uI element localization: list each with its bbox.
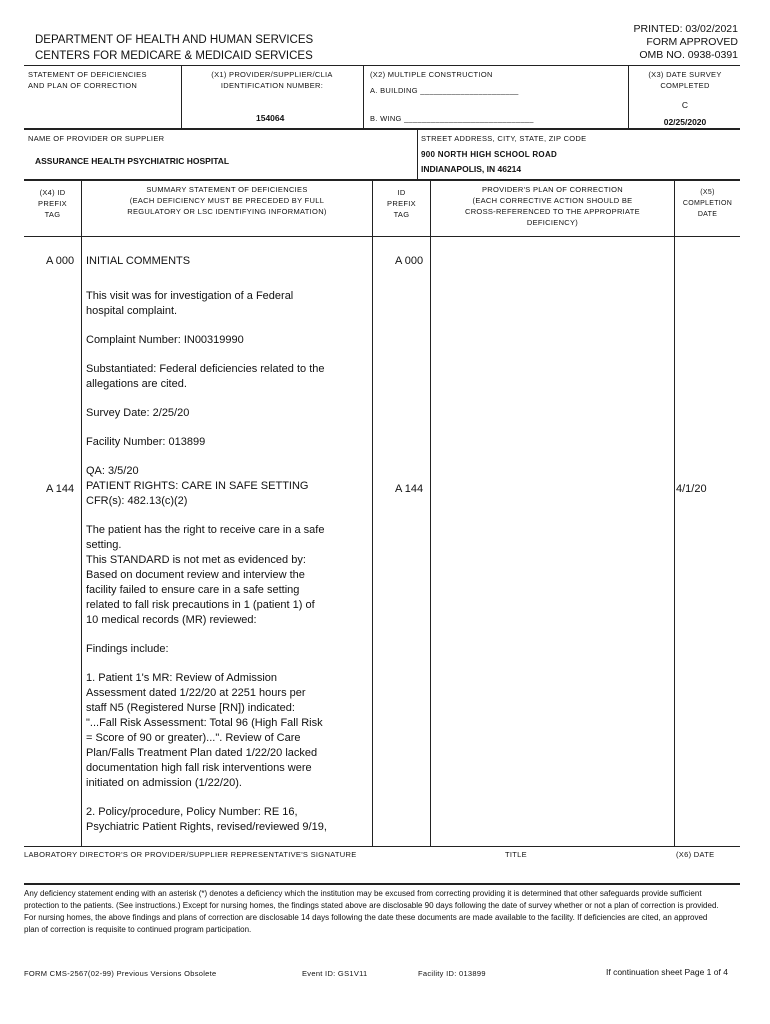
findings-label: Findings include: — [86, 643, 169, 655]
standard-paragraph: The patient has the right to receive care in a safe setting. This STANDARD is not met as evidenced by: Based on document review and interview the facility failed to ensure care in a safe setting related to fall risk precautions in 1 (patient 1) of 10 medical records (MR) reviewed: — [86, 524, 325, 626]
summary-header: SUMMARY STATEMENT OF DEFICIENCIES (EACH DEFICIENCY MUST BE PRECEDED BY FULL REGULATORY OR LSC IDENTIFYING INFORMATION) — [127, 185, 327, 216]
visit-paragraph: This visit was for investigation of a Federal hospital complaint. — [86, 290, 294, 317]
provider-name: ASSURANCE HEALTH PSYCHIATRIC HOSPITAL — [35, 156, 230, 166]
x3-label: (X3) DATE SURVEY COMPLETED — [648, 70, 722, 90]
summary-content — [86, 254, 370, 835]
completion-date: 4/1/20 — [676, 483, 707, 495]
plan-header: PROVIDER'S PLAN OF CORRECTION (EACH CORRECTIVE ACTION SHOULD BE CROSS-REFERENCED TO THE APPROPRIATE DEFICIENCY) — [465, 185, 640, 227]
page-indicator: If continuation sheet Page 1 of 4 — [606, 967, 728, 977]
facility-number: Facility Number: 013899 — [86, 436, 206, 448]
address-label: STREET ADDRESS, CITY, STATE, ZIP CODE — [421, 134, 587, 143]
provider-label: NAME OF PROVIDER OR SUPPLIER — [28, 134, 165, 143]
disclaimer-text: Any deficiency statement ending with an asterisk (*) denotes a deficiency which the institution may be excused from correcting providing it is determined that other safeguards provide sufficient protection to the patients. (See instructions.) Except for nursing homes, the findings stated above are disclosable 90 days following the date of survey whether or not a plan of correction is provided. For nursing homes, the above findings and plans of correction are disclosable 14 days following the date these documents are made available to the facility. If deficiencies are cited, an approved plan of correction is requisite to continued program participation. — [24, 889, 719, 934]
x1-label: (X1) PROVIDER/SUPPLIER/CLIA IDENTIFICATION NUMBER: — [211, 70, 333, 90]
x2-wing: B. WING _____________________________ — [370, 114, 534, 123]
standard-heading: PATIENT RIGHTS: CARE IN SAFE SETTING CFR(s): 482.13(c)(2) — [86, 480, 309, 507]
address-line-2: INDIANAPOLIS, IN 46214 — [421, 164, 522, 174]
address-line-1: 900 NORTH HIGH SCHOOL ROAD — [421, 150, 558, 159]
substantiated-paragraph: Substantiated: Federal deficiencies related to the allegations are cited. — [86, 363, 325, 390]
form-meta — [634, 23, 738, 62]
tag-a144-right: A 144 — [395, 483, 424, 495]
title-label: TITLE — [505, 850, 527, 859]
x1-value: 154064 — [256, 113, 285, 123]
dept-line-1: DEPARTMENT OF HEALTH AND HUMAN SERVICES — [35, 34, 314, 46]
form-approved: FORM APPROVED — [646, 36, 738, 48]
finding-1: 1. Patient 1's MR: Review of Admission Assessment dated 1/22/20 at 2251 hours per staff N5 (Registered Nurse [RN]) indicated: "...Fall Risk Assessment: Total 96 (High Fall Risk = Score of 90 or greater)...". Review of Care Plan/Falls Treatment Plan dated 1/22/20 lacked documentation high fall risk interventions were initiated on admission (1/22/20). — [86, 672, 323, 789]
tag-a000-right: A 000 — [395, 255, 424, 267]
printed-date: PRINTED: 03/02/2021 — [633, 23, 738, 35]
event-id: Event ID: GS1V11 — [302, 969, 368, 978]
x5-header: (X5) COMPLETION DATE — [682, 189, 733, 218]
qa-date: QA: 3/5/20 — [86, 465, 139, 477]
complaint-number: Complaint Number: IN00319990 — [86, 334, 244, 346]
id-header: ID PREFIX TAG — [387, 188, 416, 219]
x3-code: C — [681, 100, 689, 110]
statement-label: STATEMENT OF DEFICIENCIES AND PLAN OF CORRECTION — [28, 70, 147, 90]
x2-label: (X2) MULTIPLE CONSTRUCTION — [370, 70, 493, 79]
dept-line-2: CENTERS FOR MEDICARE & MEDICAID SERVICES — [35, 50, 313, 62]
date-label: (X6) DATE — [676, 850, 715, 859]
tag-a144-left: A 144 — [46, 483, 75, 495]
department-heading — [35, 32, 313, 64]
initial-comments-heading: INITIAL COMMENTS — [86, 255, 191, 267]
x3-value: 02/25/2020 — [663, 117, 707, 127]
x2-building: A. BUILDING ______________________ — [370, 86, 519, 95]
facility-id: Facility ID: 013899 — [418, 969, 486, 978]
finding-2: 2. Policy/procedure, Policy Number: RE 16, Psychiatric Patient Rights, revised/reviewed 9/19, — [86, 806, 327, 833]
survey-date: Survey Date: 2/25/20 — [86, 407, 190, 419]
form-number: FORM CMS-2567(02-99) Previous Versions Obsolete — [24, 969, 217, 978]
omb-number: OMB NO. 0938-0391 — [639, 49, 738, 61]
signature-label: LABORATORY DIRECTOR'S OR PROVIDER/SUPPLIER REPRESENTATIVE'S SIGNATURE — [24, 850, 357, 859]
tag-a000-left: A 000 — [46, 255, 75, 267]
x4-header: (X4) ID PREFIX TAG — [38, 188, 67, 219]
